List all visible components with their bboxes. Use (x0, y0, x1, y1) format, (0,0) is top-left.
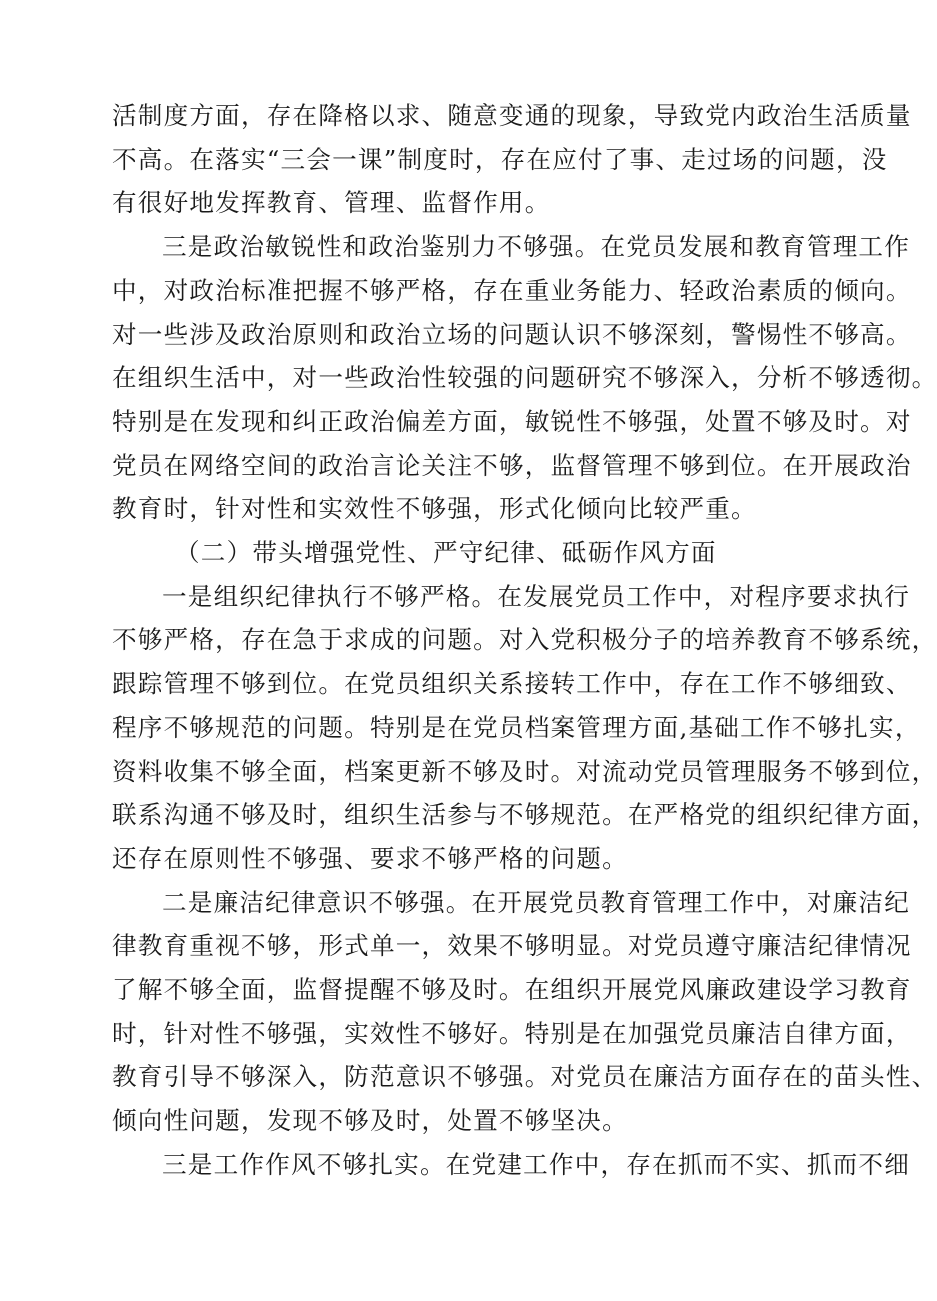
paragraph-start-line: 三是工作作风不够扎实。在党建工作中，存在抓而不实、抓而不细 (162, 1149, 911, 1179)
text-line: 党员在网络空间的政治言论关注不够，监督管理不够到位。在开展政治 (112, 450, 912, 480)
text-line: 跟踪管理不够到位。在党员组织关系接转工作中，存在工作不够细致、 (112, 669, 912, 699)
text-line: 倾向性问题，发现不够及时，处置不够坚决。 (112, 1106, 628, 1136)
text-line: 中，对政治标准把握不够严格，存在重业务能力、轻政治素质的倾向。 (112, 275, 912, 305)
text-line: 律教育重视不够，形式单一，效果不够明显。对党员遵守廉洁纪律情况 (112, 931, 912, 961)
paragraph-start-line: 三是政治敏锐性和政治鉴别力不够强。在党员发展和教育管理工作 (162, 232, 911, 262)
text-line: 对一些涉及政治原则和政治立场的问题认识不够深刻，警惕性不够高。 (112, 319, 912, 349)
text-line: 活制度方面，存在降格以求、随意变通的现象，导致党内政治生活质量 (112, 101, 912, 130)
text-line: 程序不够规范的问题。特别是在党员档案管理方面,基础工作不够扎实， (112, 712, 921, 742)
text-line: 不够严格，存在急于求成的问题。对入党积极分子的培养教育不够系统， (112, 625, 937, 655)
document-body (112, 94, 937, 1187)
text-line: 教育引导不够深入，防范意识不够强。对党员在廉洁方面存在的苗头性、 (112, 1062, 937, 1092)
text-line: 特别是在发现和纠正政治偏差方面，敏锐性不够强，处置不够及时。对 (112, 406, 912, 436)
section-heading: （二）带头增强党性、严守纪律、砥砺作风方面 (175, 538, 717, 568)
text-line: 联系沟通不够及时，组织生活参与不够规范。在严格党的组织纪律方面， (112, 800, 937, 830)
text-line: 了解不够全面，监督提醒不够及时。在组织开展党风廉政建设学习教育 (112, 975, 912, 1005)
text-line: 还存在原则性不够强、要求不够严格的问题。 (112, 843, 628, 873)
text-line: 资料收集不够全面，档案更新不够及时。对流动党员管理服务不够到位， (112, 756, 937, 786)
paragraph-start-line: 一是组织纪律执行不够严格。在发展党员工作中，对程序要求执行 (162, 581, 911, 611)
text-line: 时，针对性不够强，实效性不够好。特别是在加强党员廉洁自律方面， (112, 1018, 912, 1048)
text-line: 教育时，针对性和实效性不够强，形式化倾向比较严重。 (112, 494, 757, 524)
text-line: 不高。在落实“三会一课”制度时，存在应付了事、走过场的问题，没 (112, 144, 888, 174)
text-line: 在组织生活中，对一些政治性较强的问题研究不够深入，分析不够透彻。 (112, 363, 937, 393)
paragraph-start-line: 二是廉洁纪律意识不够强。在开展党员教育管理工作中，对廉洁纪 (162, 887, 911, 917)
text-line: 有很好地发挥教育、管理、监督作用。 (112, 188, 551, 218)
